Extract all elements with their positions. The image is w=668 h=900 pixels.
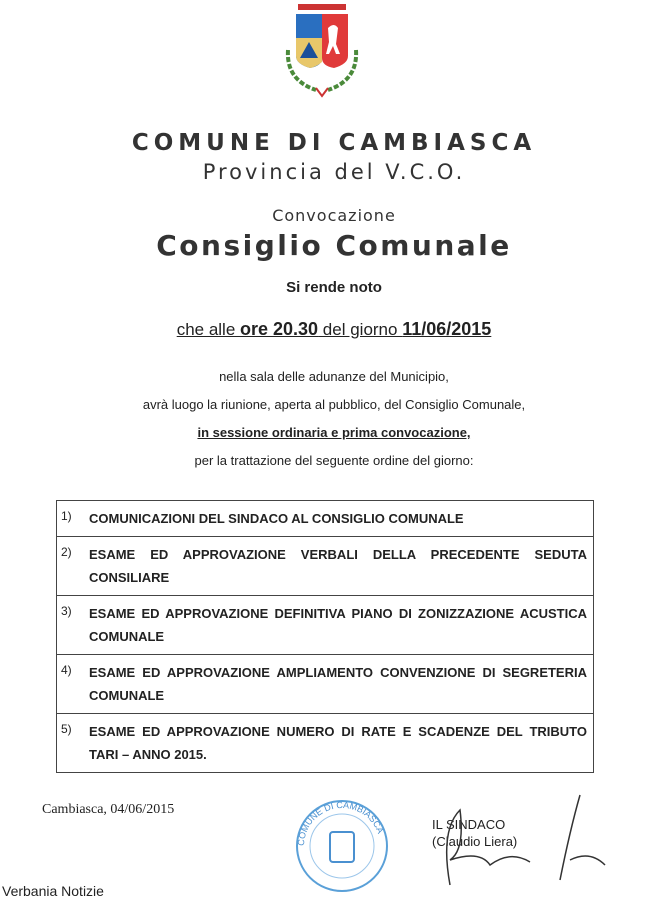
mayor-role: IL SINDACO — [432, 817, 506, 832]
handwritten-signature — [420, 790, 620, 890]
meeting-date: 11/06/2015 — [402, 319, 492, 339]
agenda-item — [57, 501, 593, 537]
agenda-number: 5) — [61, 722, 72, 736]
agenda-text: ESAME ED APPROVAZIONE VERBALI DELLA PRECEDENTE SEDUTA CONSILIARE — [89, 547, 587, 585]
source-watermark: Verbania Notizie — [2, 883, 104, 899]
province-subtitle: Provincia del V.C.O. — [202, 160, 466, 184]
agenda-text: ESAME ED APPROVAZIONE NUMERO DI RATE E SCADENZE DEL TRIBUTO TARI – ANNO 2015. — [89, 724, 587, 762]
agenda-number: 4) — [61, 663, 72, 677]
notice-heading: Si rende noto — [286, 279, 382, 296]
meeting-time: ore 20.30 — [240, 319, 319, 339]
body-line: nella sala delle adunanze del Municipio, — [219, 369, 449, 384]
when-mid: del giorno — [318, 320, 403, 339]
agenda-item — [57, 537, 593, 596]
agenda-number: 3) — [61, 604, 72, 618]
when-prefix: che alle — [176, 320, 241, 339]
body-line: avrà luogo la riunione, aperta al pubblico, del Consiglio Comunale, — [142, 397, 526, 412]
agenda-number: 2) — [61, 545, 72, 559]
agenda-item — [57, 596, 593, 655]
council-title: Consiglio Comunale — [156, 229, 512, 262]
svg-text:COMUNE DI CAMBIASCA: COMUNE DI CAMBIASCA — [295, 799, 386, 847]
body-line: per la trattazione del seguente ordine del giorno: — [194, 453, 474, 468]
agenda-text: ESAME ED APPROVAZIONE AMPLIAMENTO CONVENZIONE DI SEGRETERIA COMUNALE — [89, 665, 587, 703]
agenda-text: ESAME ED APPROVAZIONE DEFINITIVA PIANO DI ZONIZZAZIONE ACUSTICA COMUNALE — [89, 606, 587, 644]
agenda-table — [56, 500, 594, 773]
municipality-title: COMUNE DI CAMBIASCA — [131, 130, 537, 156]
agenda-item — [57, 655, 593, 714]
agenda-text: COMUNICAZIONI DEL SINDACO AL CONSIGLIO COMUNALE — [89, 511, 464, 526]
convocation-label: Convocazione — [272, 206, 396, 225]
municipal-stamp — [294, 796, 390, 896]
agenda-item — [57, 714, 593, 773]
place-date: Cambiasca, 04/06/2015 — [42, 802, 175, 817]
agenda-number: 1) — [61, 509, 72, 523]
session-type: in sessione ordinaria e prima convocazione, — [197, 425, 471, 440]
municipal-coat-of-arms — [276, 0, 368, 100]
mayor-name: (Claudio Liera) — [432, 834, 518, 849]
meeting-datetime — [0, 319, 668, 340]
